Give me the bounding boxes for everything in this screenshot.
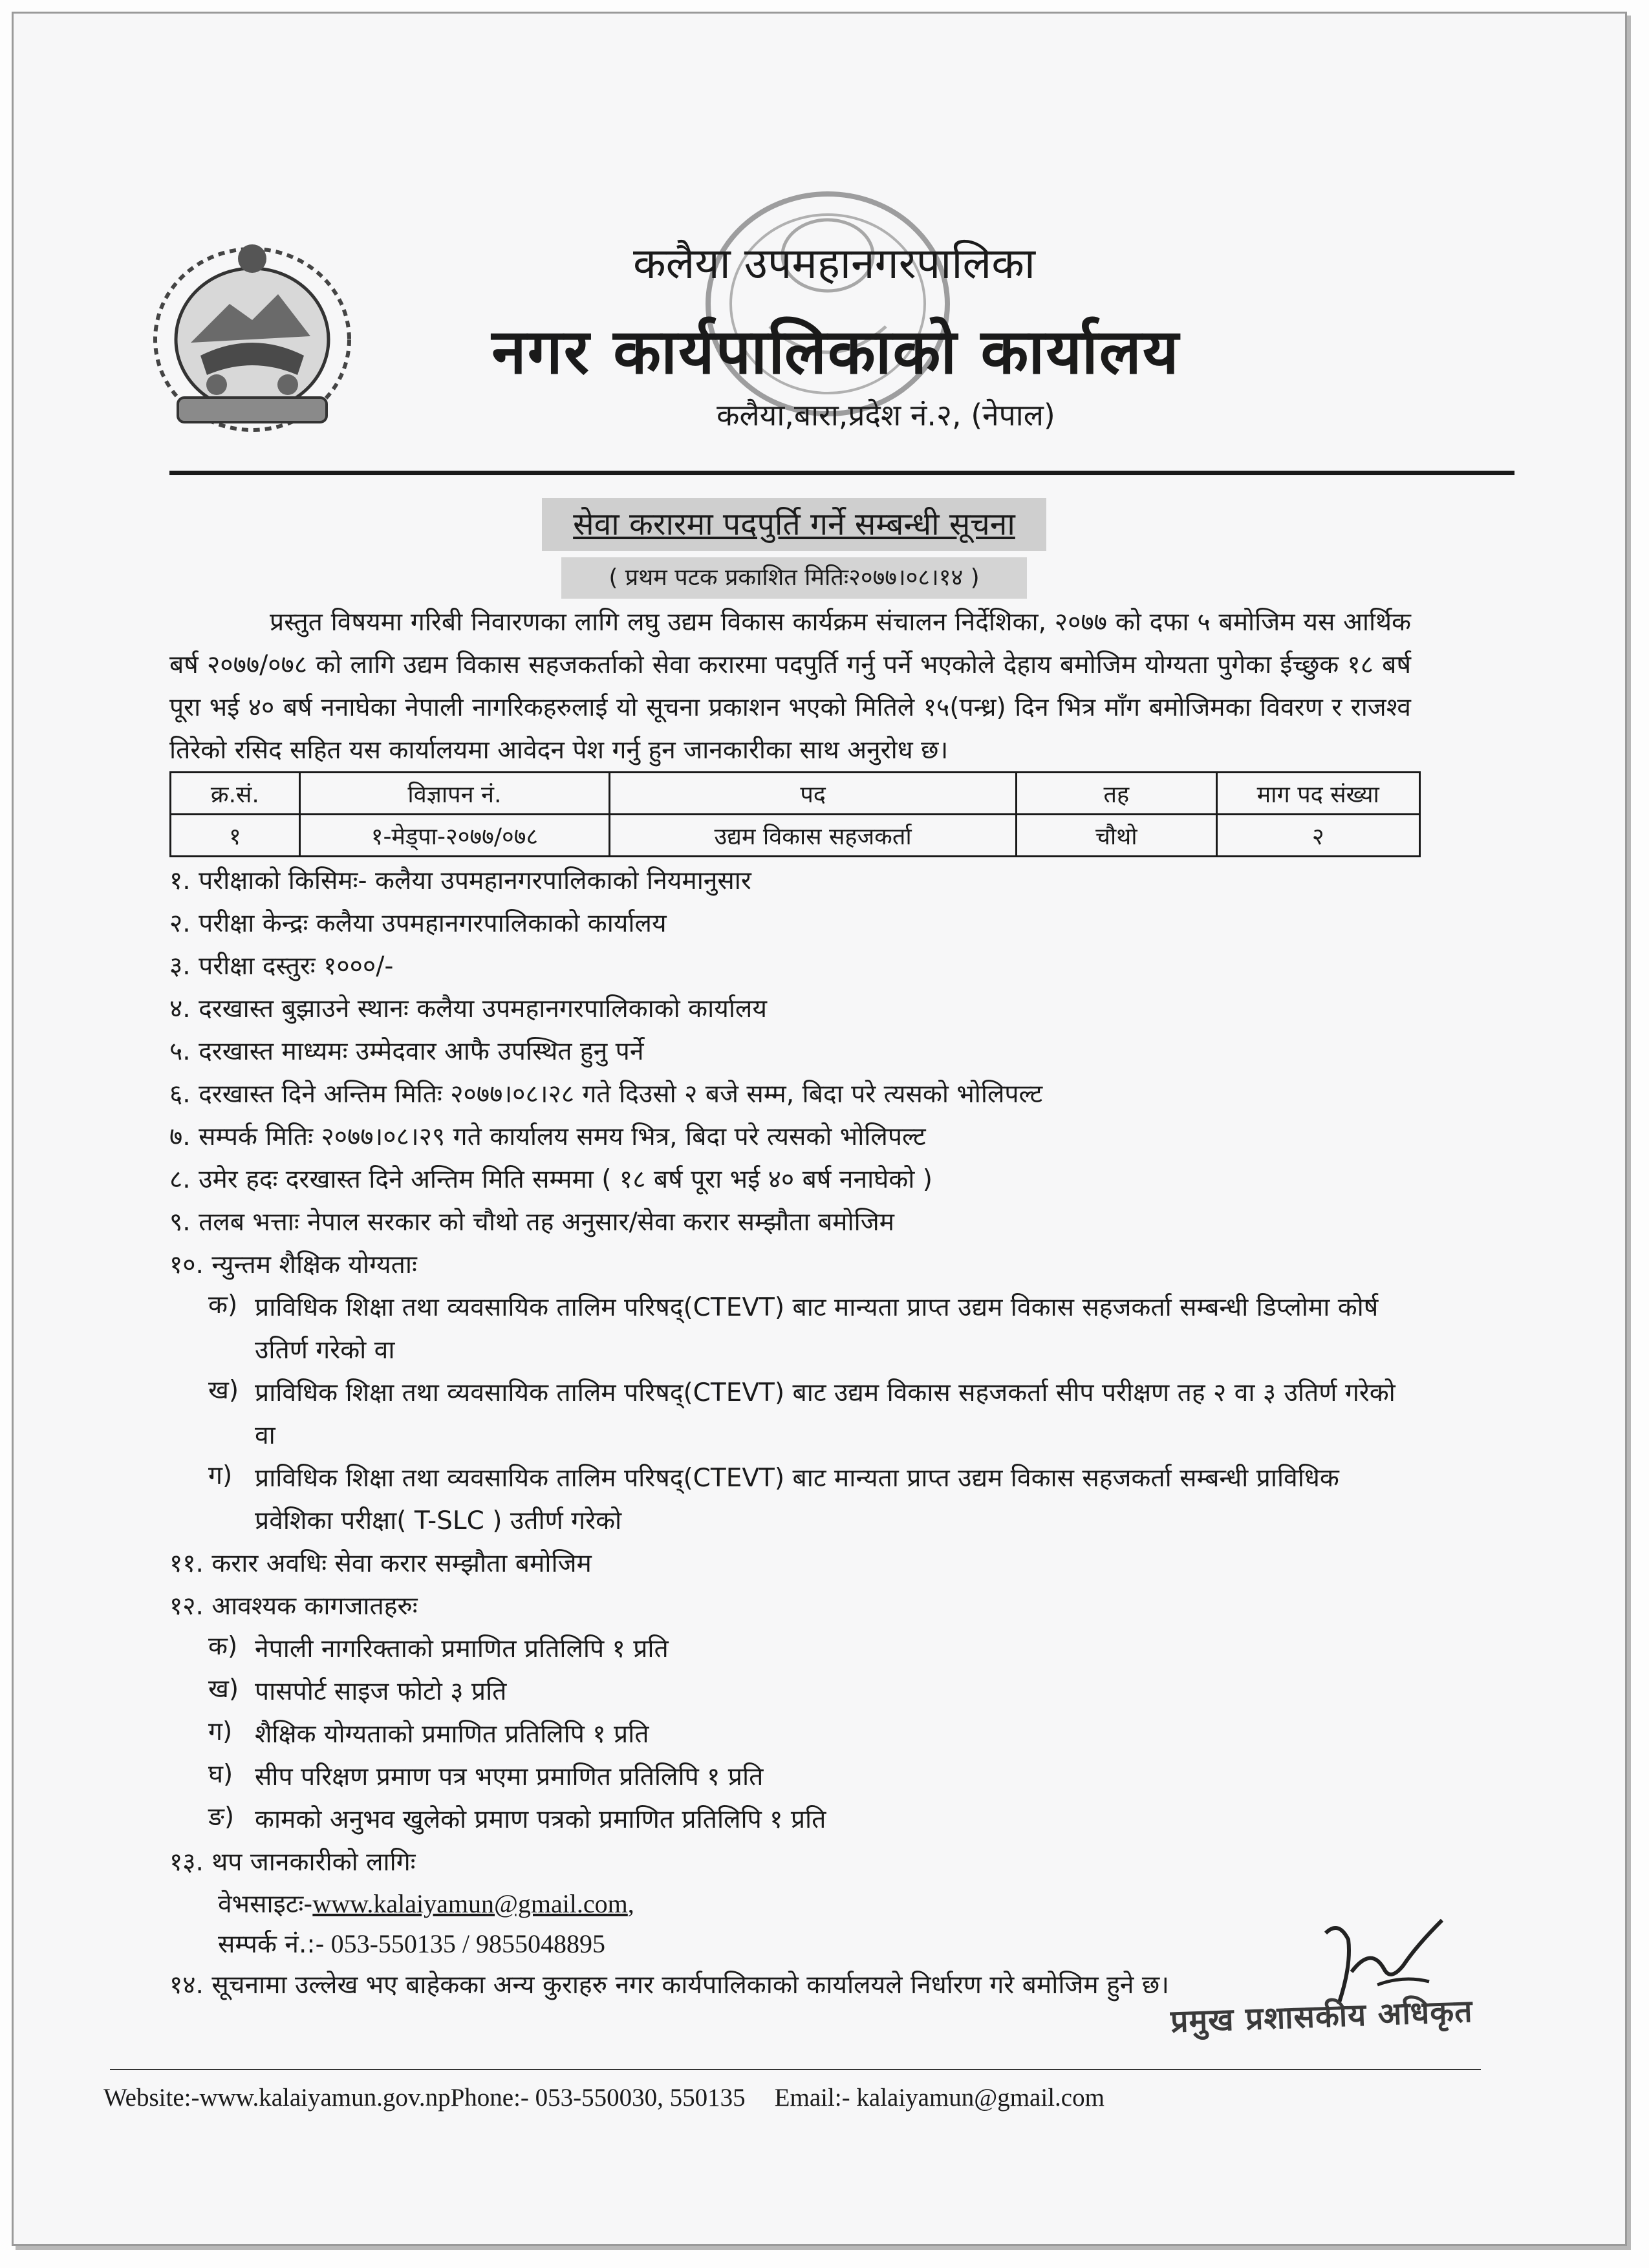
list-item: ३. परीक्षा दस्तुरः १०००/- bbox=[169, 952, 394, 981]
header-divider bbox=[169, 471, 1514, 475]
list-item: १३. थप जानकारीको लागिः bbox=[169, 1848, 416, 1877]
list-item: ५. दरखास्त माध्यमः उम्मेदवार आफै उपस्थित हुनु पर्ने bbox=[169, 1037, 644, 1066]
notice-title: सेवा करारमा पदपुर्ति गर्ने सम्बन्धी सूचना bbox=[542, 498, 1046, 551]
signature-title: प्रमुख प्रशासकीय अधिकृत bbox=[1170, 1993, 1474, 2040]
list-marker: ख) bbox=[208, 1376, 239, 1405]
contact-website bbox=[169, 1884, 1437, 1924]
document-text: कामको अनुभव खुलेको प्रमाण पत्रको प्रमाणित प्रतिलिपि १ प्रति bbox=[255, 1805, 826, 1834]
table-header: माग पद संख्या bbox=[1216, 773, 1420, 815]
list-marker: क) bbox=[208, 1632, 238, 1661]
website-suffix: , bbox=[627, 1889, 634, 1918]
document-text: शैक्षिक योग्यताको प्रमाणित प्रतिलिपि १ प्रति bbox=[255, 1720, 649, 1749]
table-header-row bbox=[171, 773, 1420, 815]
document-item bbox=[169, 1799, 1437, 1841]
document-item bbox=[169, 1628, 1437, 1671]
footer-divider bbox=[110, 2069, 1481, 2070]
qualification-item bbox=[169, 1287, 1437, 1372]
table-cell: उद्यम विकास सहजकर्ता bbox=[610, 815, 1017, 857]
vacancy-table bbox=[169, 771, 1421, 857]
qualification-item bbox=[169, 1457, 1437, 1543]
table-cell: चौथो bbox=[1017, 815, 1216, 857]
qualification-text: प्राविधिक शिक्षा तथा व्यवसायिक तालिम परिषद्(CTEVT) बाट मान्यता प्राप्त उद्यम विकास सहजकर्ता सम्बन्धी डिप्लोमा कोर्ष उतिर्ण गरेको वा bbox=[255, 1293, 1379, 1365]
qualification-text: प्राविधिक शिक्षा तथा व्यवसायिक तालिम परिषद्(CTEVT) बाट उद्यम विकास सहजकर्ता सीप परीक्षण तह २ वा ३ उतिर्ण गरेको वा bbox=[255, 1378, 1396, 1450]
website-link[interactable]: www.kalaiyamun@gmail.com bbox=[312, 1889, 628, 1918]
table-cell: १-मेड्पा-२०७७/०७८ bbox=[299, 815, 609, 857]
list-item: ११. करार अवधिः सेवा करार सम्झौता बमोजिम bbox=[169, 1549, 592, 1578]
document-item bbox=[169, 1713, 1437, 1756]
qualification-item bbox=[169, 1372, 1437, 1457]
table-header: तह bbox=[1017, 773, 1216, 815]
notice-items bbox=[169, 860, 1437, 2007]
document-text: नेपाली नागरिक्ताको प्रमाणित प्रतिलिपि १ प्रति bbox=[255, 1634, 669, 1664]
phone-label: सम्पर्क नं.:- bbox=[218, 1930, 325, 1959]
document-text: पासपोर्ट साइज फोटो ३ प्रति bbox=[255, 1677, 507, 1706]
list-item: ७. सम्पर्क मितिः २०७७।०८।२९ गते कार्यालय समय भित्र, बिदा परे त्यसको भोलिपल्ट bbox=[169, 1122, 926, 1151]
list-item: १. परीक्षाको किसिमः- कलैया उपमहानगरपालिकाको नियमानुसार bbox=[169, 866, 751, 895]
contact-phone bbox=[169, 1924, 1437, 1964]
footer-email[interactable]: Email:- kalaiyamun@gmail.com bbox=[774, 2084, 1105, 2112]
website-label: वेभसाइटः- bbox=[218, 1890, 313, 1919]
table-header: विज्ञापन नं. bbox=[299, 773, 609, 815]
document-item bbox=[169, 1756, 1437, 1799]
list-item: १२. आवश्यक कागजातहरुः bbox=[169, 1592, 418, 1621]
org-title: नगर कार्यपालिकाको कार्यालय bbox=[491, 316, 1180, 388]
list-marker: ङ) bbox=[208, 1803, 235, 1832]
list-item: ९. तलब भत्ताः नेपाल सरकार को चौथो तह अनुसार/सेवा करार सम्झौता बमोजिम bbox=[169, 1208, 894, 1237]
list-marker: ख) bbox=[208, 1674, 239, 1704]
org-subtitle: कलैया उपमहानगरपालिका bbox=[632, 239, 1036, 288]
footer-website-phone[interactable]: Website:-www.kalaiyamun.gov.npPhone:- 053-550030, 550135 bbox=[103, 2084, 746, 2112]
list-item: १०. न्युन्तम शैक्षिक योग्यताः bbox=[169, 1250, 417, 1279]
list-item: ६. दरखास्त दिने अन्तिम मितिः २०७७।०८।२८ गते दिउसो २ बजे सम्म, बिदा परे त्यसको भोलिपल्ट bbox=[169, 1080, 1043, 1109]
list-item: १४. सूचनामा उल्लेख भए बाहेकका अन्य कुराहरु नगर कार्यपालिकाको कार्यालयले निर्धारण गरे बमोजिम हुने छ। bbox=[169, 1971, 1169, 2000]
list-item: ८. उमेर हदः दरखास्त दिने अन्तिम मिति सम्ममा ( १८ बर्ष पूरा भई ४० बर्ष ननाघेको ) bbox=[169, 1165, 932, 1194]
intro-text: प्रस्तुत विषयमा गरिबी निवारणका लागि लघु उद्यम विकास कार्यक्रम संचालन निर्देशिका, २०७७ को दफा ५ बमोजिम यस आर्थिक बर्ष २०७७/०७८ को लागि उद्यम विकास सहजकर्ताको सेवा करारमा पदपुर्ति गर्नु पर्ने भएकोले देहाय बमोजिम योग्यता पुगेका ईच्छुक १८ बर्ष पूरा भई ४० बर्ष ननाघेका नेपाली नागरिकहरुलाई यो सूचना प्रकाशन भएको मितिले १५(पन्ध्र) दिन भित्र माँग बमोजिमका विवरण र राजश्व तिरेको रसिद सहित यस कार्यालयमा आवेदन पेश गर्नु हुन जानकारीका साथ अनुरोध छ। bbox=[169, 608, 1411, 765]
footer-contacts bbox=[103, 2083, 1105, 2112]
list-item: २. परीक्षा केन्द्रः कलैया उपमहानगरपालिकाको कार्यालय bbox=[169, 909, 667, 938]
qualification-text: प्राविधिक शिक्षा तथा व्यवसायिक तालिम परिषद्(CTEVT) बाट मान्यता प्राप्त उद्यम विकास सहजकर्ता सम्बन्धी प्राविधिक प्रवेशिका परीक्षा( T-SLC ) उतीर्ण गरेको bbox=[255, 1464, 1339, 1535]
document-text: सीप परिक्षण प्रमाण पत्र भएमा प्रमाणित प्रतिलिपि १ प्रति bbox=[255, 1762, 764, 1792]
list-marker: घ) bbox=[208, 1760, 233, 1789]
table-cell: २ bbox=[1216, 815, 1420, 857]
phone-number: 053-550135 / 9855048895 bbox=[324, 1929, 605, 1958]
document-item bbox=[169, 1671, 1437, 1713]
list-marker: ग) bbox=[208, 1461, 233, 1490]
publish-date: ( प्रथम पटक प्रकाशित मितिः२०७७।०८।१४ ) bbox=[561, 557, 1027, 599]
list-marker: क) bbox=[208, 1290, 238, 1320]
table-header: पद bbox=[610, 773, 1017, 815]
intro-paragraph bbox=[169, 601, 1411, 772]
table-row bbox=[171, 815, 1420, 857]
table-header: क्र.सं. bbox=[171, 773, 300, 815]
list-item: ४. दरखास्त बुझाउने स्थानः कलैया उपमहानगरपालिकाको कार्यालय bbox=[169, 994, 767, 1023]
table-cell: १ bbox=[171, 815, 300, 857]
list-marker: ग) bbox=[208, 1717, 233, 1746]
org-address: कलैया,बारा,प्रदेश नं.२, (नेपाल) bbox=[717, 398, 1055, 433]
